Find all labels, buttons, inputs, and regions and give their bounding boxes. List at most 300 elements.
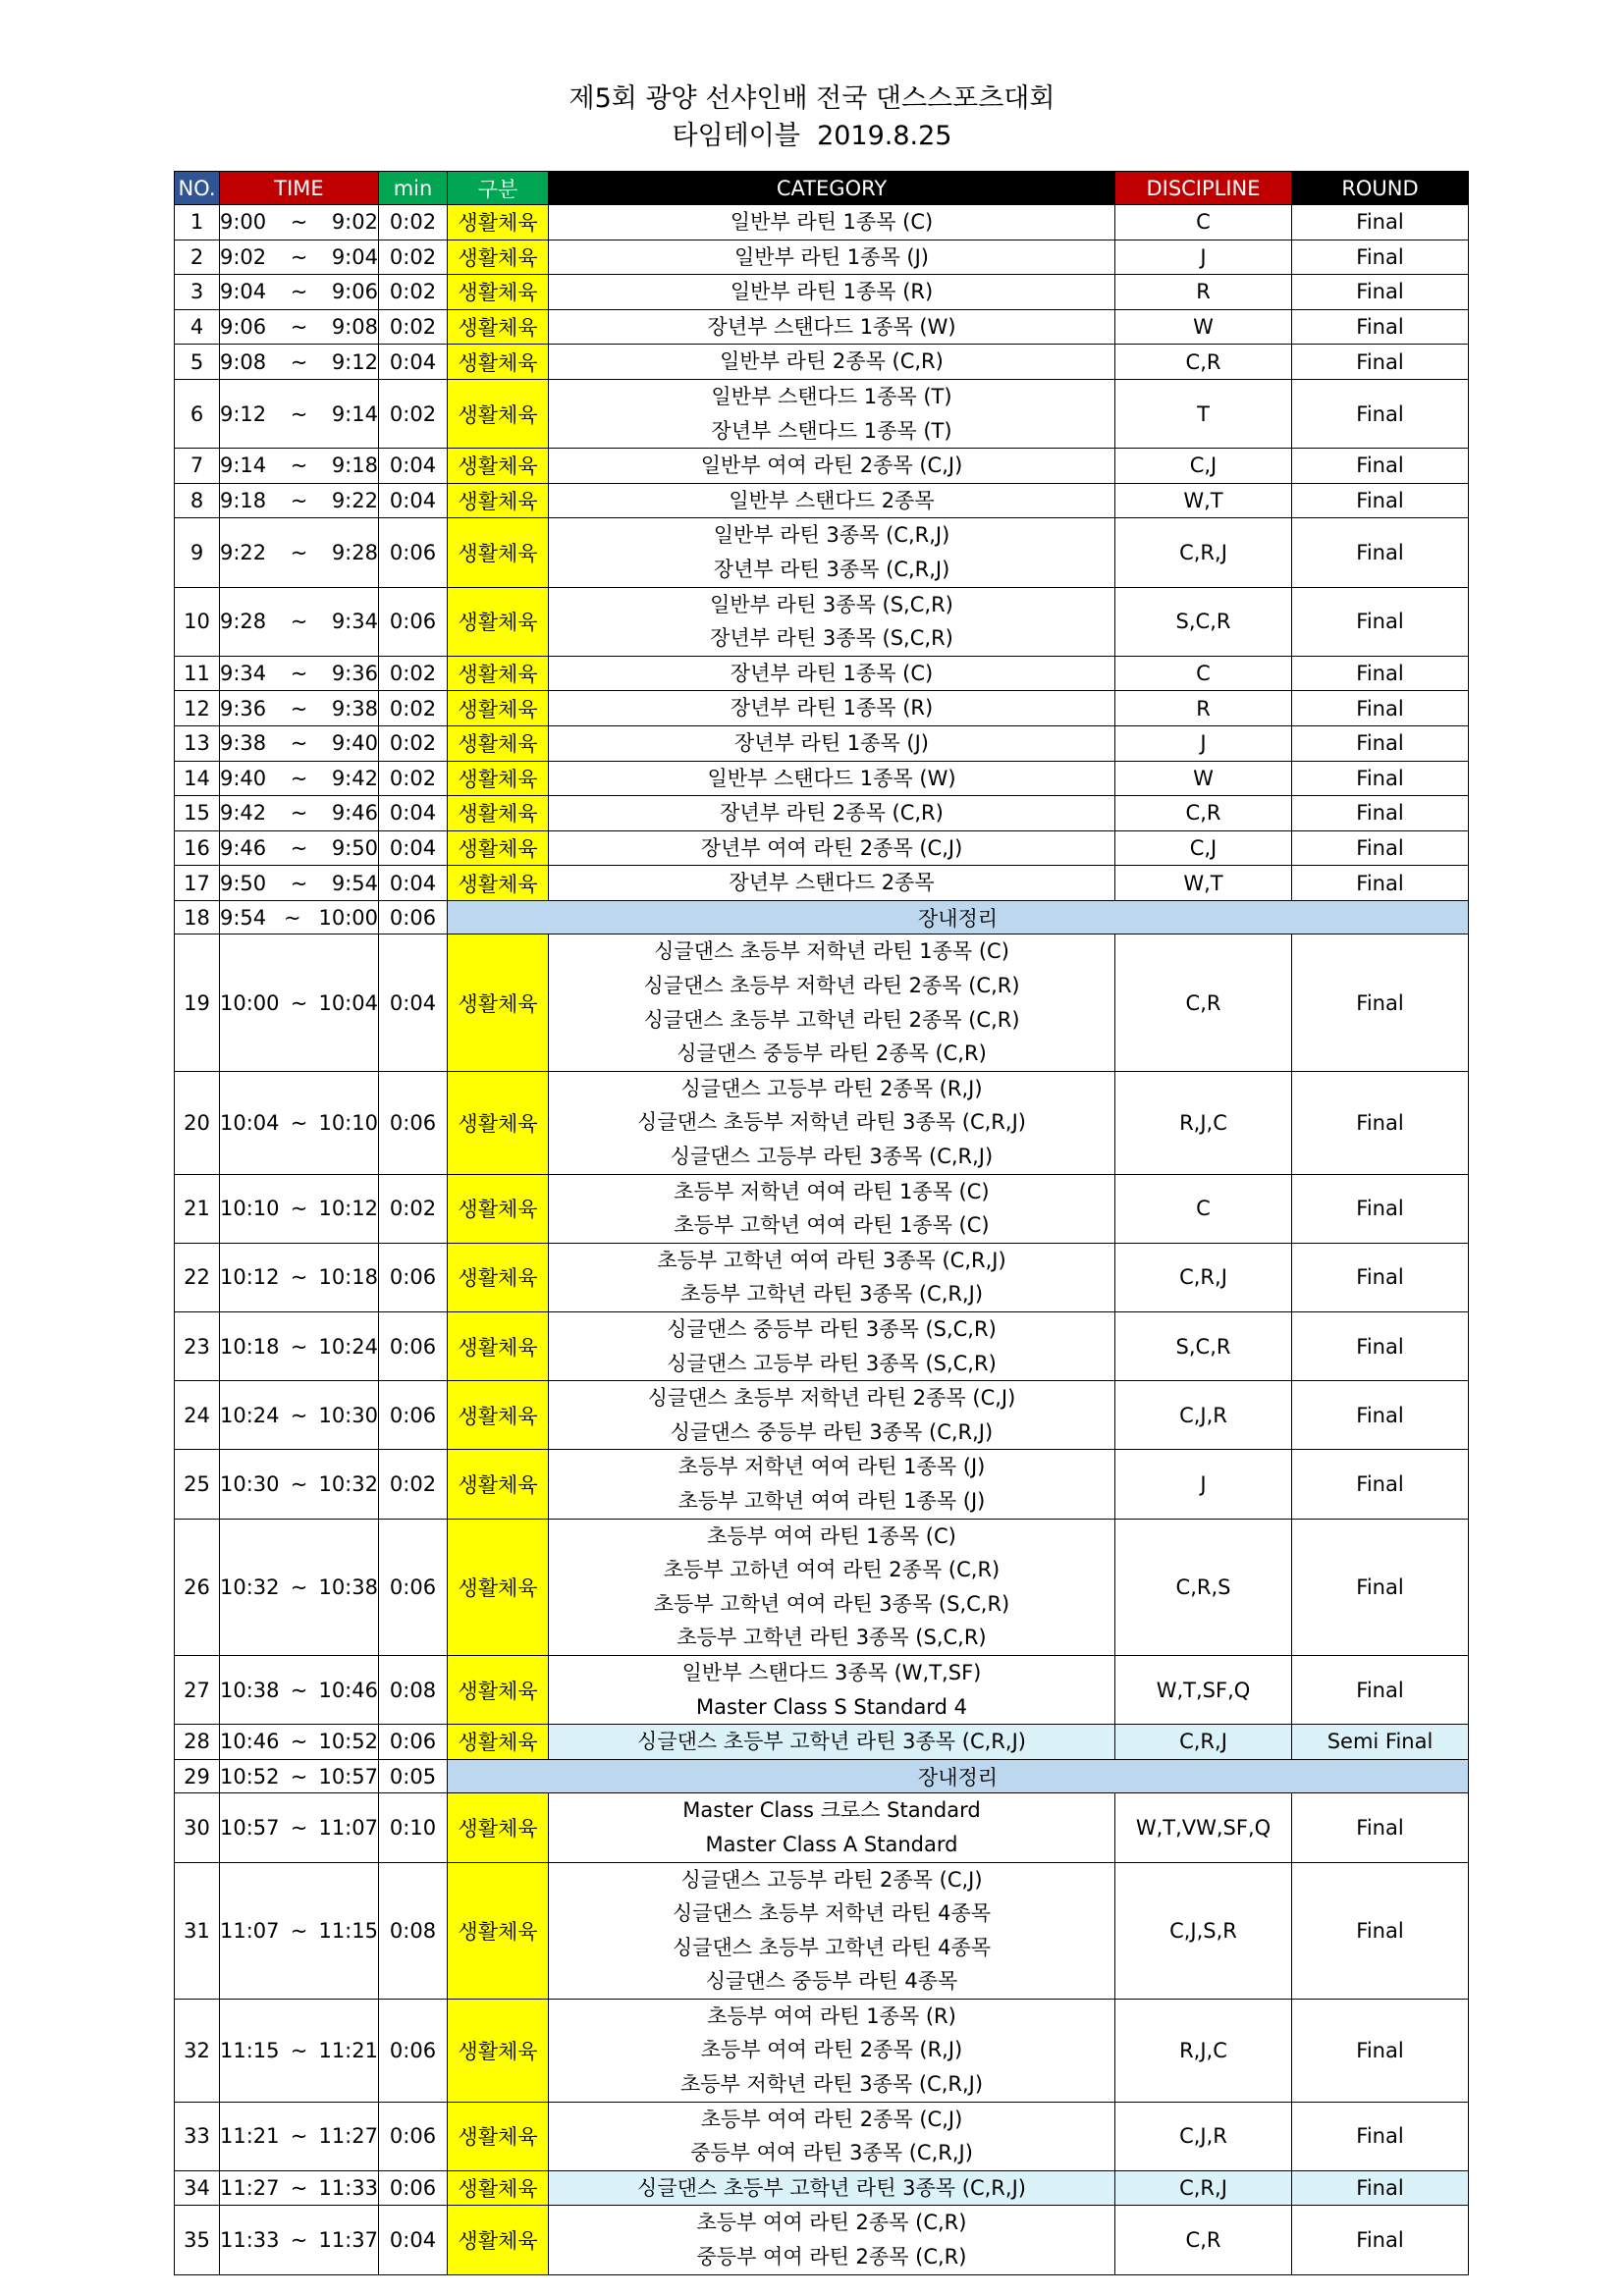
row-category [549,691,1115,726]
time-range [220,1197,378,1220]
row-discipline: R [1115,275,1292,310]
category-line: 싱글댄스 고등부 라틴 2종목 (R,J) [680,1076,983,1100]
time-range [220,767,378,790]
row-discipline: C,J [1115,830,1292,866]
row-discipline: C,R [1115,934,1292,1071]
row-number: 34 [175,2170,220,2206]
time-range [220,315,378,339]
row-duration: 0:05 [379,1759,448,1793]
row-time [220,587,379,656]
row-round: Final [1292,1071,1469,1174]
row-duration: 0:06 [379,2170,448,2206]
row-duration: 0:10 [379,1793,448,1862]
row-group: 생활체육 [448,1655,549,1724]
time-range [220,991,378,1015]
row-number: 30 [175,1793,220,1862]
category-line: 일반부 스탠다드 2종목 [729,488,935,512]
row-category [549,1312,1115,1381]
row-category [549,2206,1115,2274]
row-duration: 0:02 [379,1174,448,1243]
row-duration: 0:02 [379,240,448,275]
time-end: 11:15 [318,1918,378,1943]
time-start: 9:06 [220,315,267,340]
row-discipline: C,R,S [1115,1519,1292,1655]
time-range [220,872,378,895]
row-time [220,275,379,310]
row-time [220,1655,379,1724]
category-line: 장년부 스탠다드 1종목 (W) [707,314,956,339]
time-separator: ~ [290,244,308,269]
time-range [220,1730,378,1753]
time-range [220,210,378,234]
table-row [175,1999,1469,2102]
table-row [175,275,1469,310]
time-range [220,1919,378,1943]
row-number: 24 [175,1381,220,1450]
row-group: 생활체육 [448,309,549,345]
time-end: 9:08 [331,315,378,340]
category-line: 초등부 고학년 라틴 3종목 (C,R,J) [679,1282,984,1307]
row-time [220,1381,379,1450]
row-category [549,761,1115,796]
time-start: 10:04 [220,1110,280,1135]
time-separator: ~ [290,1471,308,1496]
row-category [549,1862,1115,1999]
category-line: 싱글댄스 초등부 고학년 라틴 3종목 (C,R,J) [637,1730,1026,1754]
row-group: 생활체육 [448,691,549,726]
category-line: 싱글댄스 고등부 라틴 2종목 (C,J) [680,1867,983,1892]
row-time [220,1450,379,1519]
category-line: 일반부 라틴 1종목 (C) [730,210,934,234]
time-end: 9:12 [331,349,378,374]
row-round: Final [1292,866,1469,901]
row-category [549,725,1115,761]
table-row [175,587,1469,656]
time-separator: ~ [290,1334,308,1359]
time-range [220,1679,378,1702]
row-duration: 0:06 [379,1312,448,1381]
timetable [174,171,1469,2275]
category-line: 일반부 스탠다드 3종목 (W,T,SF) [681,1660,982,1684]
time-range [220,1111,378,1135]
row-category [549,1999,1115,2102]
row-duration: 0:06 [379,2102,448,2170]
category-line: 초등부 여여 라틴 1종목 (R) [707,2003,956,2028]
row-round: Final [1292,1655,1469,1724]
row-duration: 0:02 [379,205,448,240]
time-start: 10:57 [220,1815,280,1840]
time-separator: ~ [290,696,308,721]
time-range [220,610,378,633]
row-time [220,1793,379,1862]
time-end: 9:40 [331,731,378,756]
row-discipline: W [1115,761,1292,796]
table-row [175,309,1469,345]
time-separator: ~ [290,1197,308,1221]
row-time [220,1759,379,1793]
row-category [549,379,1115,448]
time-start: 9:00 [220,210,267,235]
row-group: 생활체육 [448,1312,549,1381]
break-label: 장내정리 [448,1759,1469,1793]
row-time [220,796,379,831]
category-line: Master Class S Standard 4 [696,1694,967,1719]
row-round: Final [1292,1999,1469,2102]
time-separator: ~ [290,731,308,756]
row-duration: 0:06 [379,1519,448,1655]
row-time [220,1725,379,1760]
time-separator: ~ [290,801,308,826]
time-separator: ~ [290,454,308,478]
time-start: 9:02 [220,244,267,269]
row-discipline: W,T [1115,866,1292,901]
row-group: 생활체육 [448,761,549,796]
category-line: 초등부 고학년 여여 라틴 3종목 (C,R,J) [657,1248,1006,1272]
row-number: 17 [175,866,220,901]
time-separator: ~ [290,489,308,513]
row-duration: 0:02 [379,761,448,796]
table-row [175,205,1469,240]
category-line: 싱글댄스 중등부 라틴 4종목 [705,1969,958,1994]
row-number: 3 [175,275,220,310]
header-no: NO. [175,172,220,205]
row-round: Final [1292,1450,1469,1519]
row-duration: 0:02 [379,309,448,345]
time-separator: ~ [290,1110,308,1135]
category-line: 일반부 스탠다드 1종목 (W) [707,766,956,790]
table-row [175,1793,1469,1862]
time-end: 10:32 [318,1471,378,1496]
time-separator: ~ [290,1730,308,1754]
document-header [0,80,1624,155]
time-end: 9:22 [331,489,378,513]
category-line: 싱글댄스 초등부 저학년 라틴 4종목 [672,1901,992,1926]
row-category [549,2170,1115,2206]
row-time [220,656,379,691]
time-range [220,245,378,269]
row-round: Final [1292,587,1469,656]
time-range [220,662,378,685]
time-start: 10:32 [220,1575,280,1599]
time-start: 9:46 [220,835,267,860]
row-discipline: C,R,J [1115,2170,1292,2206]
time-range [220,1472,378,1496]
time-start: 10:18 [220,1334,280,1359]
time-end: 10:46 [318,1678,378,1702]
time-start: 11:15 [220,2038,280,2062]
time-separator: ~ [290,1764,308,1789]
table-row [175,2102,1469,2170]
row-number: 12 [175,691,220,726]
table-row [175,1862,1469,1999]
row-group: 생활체육 [448,2170,549,2206]
row-group: 생활체육 [448,1381,549,1450]
row-number: 8 [175,483,220,518]
time-start: 10:10 [220,1197,280,1221]
row-round: Final [1292,449,1469,484]
row-time [220,900,379,934]
row-number: 27 [175,1655,220,1724]
row-category [549,1793,1115,1862]
table-row [175,691,1469,726]
row-group: 생활체육 [448,830,549,866]
time-end: 9:04 [331,244,378,269]
time-start: 10:24 [220,1403,280,1427]
time-start: 9:04 [220,280,267,304]
row-category [549,587,1115,656]
row-duration: 0:04 [379,934,448,1071]
table-row [175,483,1469,518]
table-row [175,518,1469,587]
row-time [220,1071,379,1174]
time-range [220,697,378,721]
row-number: 11 [175,656,220,691]
time-separator: ~ [284,905,301,930]
category-line: 초등부 고학년 라틴 3종목 (S,C,R) [677,1626,987,1650]
row-round: Final [1292,725,1469,761]
table-row [175,1725,1469,1760]
row-number: 1 [175,205,220,240]
time-range [220,1404,378,1427]
category-line: 초등부 여여 라틴 2종목 (C,R) [696,2211,967,2235]
category-line: 초등부 고하년 여여 라틴 2종목 (C,R) [663,1558,1001,1582]
time-range [220,280,378,303]
document-title: 제5회 광양 선샤인배 전국 댄스스포츠대회 [568,83,1056,114]
row-duration: 0:06 [379,1999,448,2102]
row-group: 생활체육 [448,866,549,901]
time-end: 10:10 [318,1110,378,1135]
row-number: 9 [175,518,220,587]
category-line: 싱글댄스 고등부 라틴 3종목 (C,R,J) [670,1145,994,1169]
time-start: 11:21 [220,2124,280,2149]
row-discipline: C,R,J [1115,1243,1292,1311]
row-duration: 0:06 [379,1381,448,1450]
row-number: 23 [175,1312,220,1381]
row-category [549,1243,1115,1311]
category-line: 싱글댄스 중등부 라틴 3종목 (C,R,J) [670,1419,994,1444]
row-duration: 0:04 [379,483,448,518]
row-discipline: R [1115,691,1292,726]
category-line: 싱글댄스 초등부 고학년 라틴 4종목 [672,1935,992,1959]
table-row [175,1243,1469,1311]
category-line: 싱글댄스 중등부 라틴 2종목 (C,R) [677,1041,987,1066]
time-range [220,454,378,477]
table-row [175,830,1469,866]
row-discipline: W,T,SF,Q [1115,1655,1292,1724]
category-line: 싱글댄스 초등부 저학년 라틴 1종목 (C) [654,939,1009,964]
category-line: 일반부 라틴 1종목 (J) [734,244,929,269]
table-row [175,240,1469,275]
category-line: 싱글댄스 고등부 라틴 3종목 (S,C,R) [667,1351,997,1375]
time-end: 9:46 [331,801,378,826]
time-end: 11:27 [318,2124,378,2149]
time-range [220,2039,378,2062]
row-time [220,866,379,901]
row-category [549,866,1115,901]
row-duration: 0:04 [379,2206,448,2274]
time-separator: ~ [290,401,308,426]
row-discipline: C,R [1115,345,1292,380]
time-separator: ~ [290,2124,308,2149]
header-min: min [379,172,448,205]
row-time [220,1174,379,1243]
time-separator: ~ [290,990,308,1015]
time-start: 9:38 [220,731,267,756]
row-duration: 0:02 [379,1450,448,1519]
time-start: 10:30 [220,1471,280,1496]
row-group: 생활체육 [448,1793,549,1862]
time-separator: ~ [290,1918,308,1943]
row-duration: 0:06 [379,900,448,934]
time-start: 11:07 [220,1918,280,1943]
row-duration: 0:02 [379,725,448,761]
row-round: Final [1292,1174,1469,1243]
category-line: 싱글댄스 초등부 저학년 라틴 2종목 (C,R) [643,974,1020,998]
row-round: Final [1292,934,1469,1071]
row-group: 생활체육 [448,587,549,656]
table-row [175,2206,1469,2274]
row-duration: 0:02 [379,691,448,726]
category-line: 장년부 스탠다드 2종목 [729,871,935,895]
row-time [220,2206,379,2274]
row-discipline: W [1115,309,1292,345]
time-end: 10:04 [318,990,378,1015]
time-start: 9:08 [220,349,267,374]
time-start: 9:12 [220,401,267,426]
table-row [175,1174,1469,1243]
category-line: 장년부 라틴 3종목 (S,C,R) [710,626,953,651]
category-line: 초등부 여여 라틴 1종목 (C) [707,1523,956,1548]
time-separator: ~ [290,1678,308,1702]
time-end: 10:52 [318,1730,378,1754]
time-range [220,1816,378,1840]
category-line: 초등부 여여 라틴 2종목 (C,J) [700,2107,963,2131]
row-round: Final [1292,830,1469,866]
break-label: 장내정리 [448,900,1469,934]
row-time [220,449,379,484]
row-discipline: R,J,C [1115,1999,1292,2102]
row-group: 생활체육 [448,1725,549,1760]
row-group: 생활체육 [448,240,549,275]
table-row [175,1655,1469,1724]
row-duration: 0:06 [379,1725,448,1760]
time-separator: ~ [290,2228,308,2253]
category-line: Master Class A Standard [705,1832,958,1856]
row-round: Final [1292,796,1469,831]
row-discipline: R,J,C [1115,1071,1292,1174]
row-time [220,240,379,275]
time-end: 10:12 [318,1197,378,1221]
row-round: Final [1292,205,1469,240]
row-category [549,796,1115,831]
row-round: Final [1292,656,1469,691]
row-discipline: C [1115,656,1292,691]
table-row [175,1381,1469,1450]
row-time [220,691,379,726]
time-start: 9:54 [220,905,267,930]
row-time [220,1312,379,1381]
time-range [220,1765,378,1789]
row-time [220,345,379,380]
row-number: 33 [175,2102,220,2170]
row-category [549,309,1115,345]
row-group: 생활체육 [448,1071,549,1174]
row-duration: 0:04 [379,830,448,866]
category-line: 장년부 여여 라틴 2종목 (C,J) [700,835,963,860]
row-number: 10 [175,587,220,656]
time-separator: ~ [290,871,308,895]
row-time [220,761,379,796]
header-round: ROUND [1292,172,1469,205]
row-round: Final [1292,1519,1469,1655]
time-start: 9:42 [220,801,267,826]
row-category [549,1071,1115,1174]
time-end: 10:00 [318,905,378,930]
time-range [220,2228,378,2252]
row-number: 25 [175,1450,220,1519]
row-time [220,2170,379,2206]
row-category [549,205,1115,240]
row-group: 생활체육 [448,483,549,518]
header-row [175,172,1469,205]
row-round: Final [1292,518,1469,587]
row-number: 5 [175,345,220,380]
row-group: 생활체육 [448,449,549,484]
category-line: 초등부 저학년 여여 라틴 1종목 (C) [674,1179,990,1203]
row-group: 생활체육 [448,518,549,587]
category-line: 중등부 여여 라틴 2종목 (C,R) [696,2245,967,2269]
row-category [549,1725,1115,1760]
category-line: 장년부 라틴 1종목 (R) [730,696,934,721]
row-time [220,1999,379,2102]
time-end: 9:42 [331,766,378,790]
row-duration: 0:02 [379,656,448,691]
row-discipline: C,R [1115,2206,1292,2274]
time-range [220,2124,378,2148]
category-line: 중등부 여여 라틴 3종목 (C,R,J) [690,2141,973,2165]
row-discipline: C,J,R [1115,1381,1292,1450]
row-time [220,309,379,345]
table-row [175,866,1469,901]
row-number: 15 [175,796,220,831]
time-separator: ~ [290,210,308,235]
row-group: 생활체육 [448,725,549,761]
header-category: CATEGORY [549,172,1115,205]
row-number: 35 [175,2206,220,2274]
time-range [220,1575,378,1599]
row-group: 생활체육 [448,796,549,831]
time-range [220,836,378,860]
time-range [220,402,378,426]
document-subtitle: 타임테이블 2019.8.25 [672,121,952,151]
row-duration: 0:02 [379,275,448,310]
table-row [175,2170,1469,2206]
category-line: 초등부 고학년 여여 라틴 3종목 (S,C,R) [653,1591,1010,1616]
row-round: Final [1292,1381,1469,1450]
row-duration: 0:06 [379,1243,448,1311]
row-discipline: T [1115,379,1292,448]
row-number: 32 [175,1999,220,2102]
row-discipline: C [1115,1174,1292,1243]
time-start: 10:38 [220,1678,280,1702]
row-duration: 0:02 [379,379,448,448]
header-discipline: DISCIPLINE [1115,172,1292,205]
time-separator: ~ [290,1575,308,1599]
row-duration: 0:04 [379,345,448,380]
row-number: 22 [175,1243,220,1311]
category-line: 장년부 라틴 1종목 (J) [734,730,929,755]
time-start: 9:34 [220,662,267,686]
